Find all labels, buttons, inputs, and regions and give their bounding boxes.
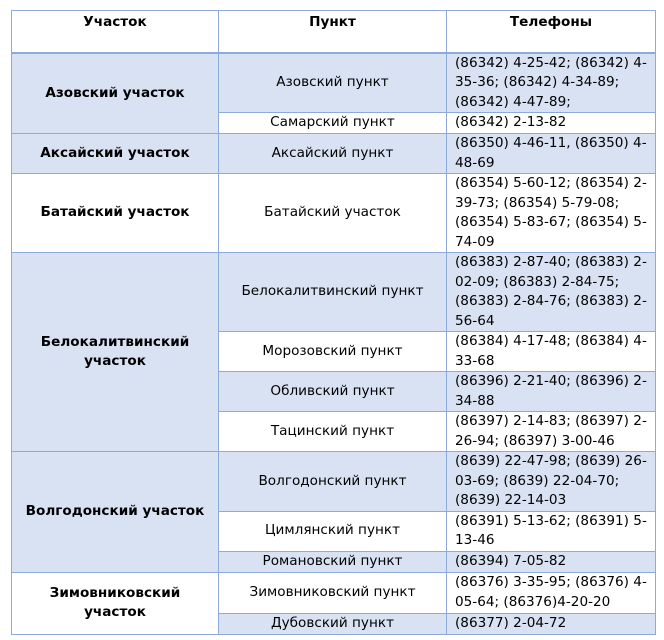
table-row [12, 53, 656, 113]
punkt-cell: Волгодонский пункт [219, 452, 447, 512]
punkt-cell: Цимлянский пункт [219, 511, 447, 551]
phones-cell: (86384) 4-17-48; (86384) 4-33-68 [447, 332, 656, 372]
phones-cell: (86342) 4-25-42; (86342) 4-35-36; (86342) 4-34-89; (86342) 4-47-89; [447, 53, 656, 113]
branches-table [11, 10, 656, 635]
uchastok-cell: Зимовниковский участок [12, 572, 219, 634]
punkt-cell: Обливский пункт [219, 372, 447, 412]
uchastok-cell: Батайский участок [12, 174, 219, 253]
punkt-cell: Азовский пункт [219, 53, 447, 113]
punkt-cell: Самарский пункт [219, 113, 447, 134]
header-row [12, 11, 656, 53]
phones-cell: (86354) 5-60-12; (86354) 2-39-73; (86354) 5-79-08; (86354) 5-83-67; (86354) 5-74-09 [447, 174, 656, 253]
punkt-cell: Зимовниковский пункт [219, 572, 447, 613]
phones-cell: (86376) 3-35-95; (86376) 4-05-64; (86376)4-20-20 [447, 572, 656, 613]
header-punkt: Пункт [219, 11, 447, 53]
punkt-cell: Белокалитвинский пункт [219, 253, 447, 332]
uchastok-cell: Аксайский участок [12, 134, 219, 174]
phones-cell: (86394) 7-05-82 [447, 551, 656, 572]
uchastok-cell: Белокалитвинский участок [12, 253, 219, 452]
phones-cell: (86350) 4-46-11, (86350) 4-48-69 [447, 134, 656, 174]
uchastok-cell: Волгодонский участок [12, 452, 219, 573]
header-phones: Телефоны [447, 11, 656, 53]
header-uchastok: Участок [12, 11, 219, 53]
table-row [12, 572, 656, 613]
punkt-cell: Тацинский пункт [219, 412, 447, 452]
phones-cell: (86342) 2-13-82 [447, 113, 656, 134]
table-row [12, 452, 656, 512]
punkt-cell: Романовский пункт [219, 551, 447, 572]
phones-cell: (86397) 2-14-83; (86397) 2-26-94; (86397) 3-00-46 [447, 412, 656, 452]
phones-cell: (86396) 2-21-40; (86396) 2-34-88 [447, 372, 656, 412]
table-row [12, 174, 656, 253]
phones-cell: (86377) 2-04-72 [447, 613, 656, 634]
table-row [12, 253, 656, 332]
punkt-cell: Батайский участок [219, 174, 447, 253]
phones-cell: (8639) 22-47-98; (8639) 26-03-69; (8639) 22-04-70; (8639) 22-14-03 [447, 452, 656, 512]
phones-cell: (86383) 2-87-40; (86383) 2-02-09; (86383) 2-84-75; (86383) 2-84-76; (86383) 2-56-64 [447, 253, 656, 332]
punkt-cell: Аксайский пункт [219, 134, 447, 174]
table-row [12, 134, 656, 174]
punkt-cell: Морозовский пункт [219, 332, 447, 372]
uchastok-cell: Азовский участок [12, 53, 219, 134]
punkt-cell: Дубовский пункт [219, 613, 447, 634]
phones-cell: (86391) 5-13-62; (86391) 5-13-46 [447, 511, 656, 551]
